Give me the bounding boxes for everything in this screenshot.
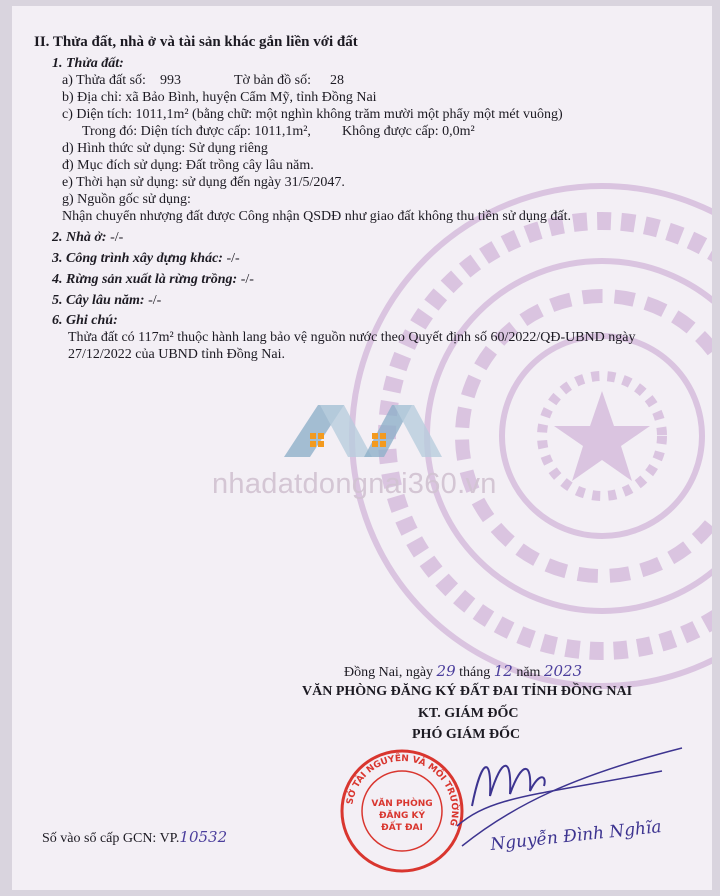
svg-text:ĐĂNG KÝ: ĐĂNG KÝ	[378, 811, 426, 821]
house-value: -/-	[110, 230, 124, 245]
watermark-text: nhadatdongnai360.vn	[212, 468, 497, 500]
date-year: 2023	[543, 662, 583, 680]
use-purpose: đ) Mục đích sử dụng: Đất trồng cây lâu năm.	[62, 158, 314, 173]
certificate-page	[12, 6, 712, 890]
kt-director: KT. GIÁM ĐỐC	[418, 706, 519, 721]
date-year-label: năm	[516, 665, 541, 680]
notes-line-2: 27/12/2022 của UBND tỉnh Đồng Nai.	[68, 347, 285, 362]
svg-text:VĂN PHÒNG: VĂN PHÒNG	[371, 799, 433, 809]
perennial-label: 5. Cây lâu năm:	[52, 293, 145, 308]
notes-line-1: Thửa đất có 117m² thuộc hành lang bảo vệ nguồn nước theo Quyết định số 60/2022/QĐ-UBND ngày	[68, 330, 636, 345]
use-form: d) Hình thức sử dụng: Sử dụng riêng	[62, 141, 268, 156]
use-term: e) Thời hạn sử dụng: sử dụng đến ngày 31/5/2047.	[62, 175, 345, 190]
serial-number: 10532	[179, 828, 228, 846]
signer-name: Nguyễn Đình Nghĩa	[489, 817, 663, 855]
serial-label: Số vào sổ cấp GCN: VP.	[42, 831, 180, 846]
map-sheet-number: 28	[330, 73, 344, 88]
house-label: 2. Nhà ở:	[52, 230, 107, 245]
issue-date	[344, 662, 582, 681]
date-place: Đồng Nai, ngày	[344, 665, 434, 680]
forest-label: 4. Rừng sản xuất là rừng trồng:	[52, 272, 238, 287]
land-area: c) Diện tích: 1011,1m² (bằng chữ: một nghìn không trăm mười một phẩy một mét vuông)	[62, 107, 563, 122]
svg-text:ĐẤT ĐAI: ĐẤT ĐAI	[381, 823, 423, 833]
area-not-granted: Không được cấp: 0,0m²	[342, 124, 475, 139]
land-heading: 1. Thửa đất:	[52, 56, 124, 71]
map-sheet-label: Tờ bản đồ số:	[234, 73, 312, 88]
section-title: II. Thửa đất, nhà ở và tài sản khác gắn liền với đất	[34, 34, 358, 50]
perennial-value: -/-	[148, 293, 162, 308]
red-seal-stamp	[337, 746, 467, 876]
notes-label: 6. Ghi chú:	[52, 313, 118, 328]
svg-text:SỞ TÀI NGUYÊN VÀ MÔI TRƯỜNG: SỞ TÀI NGUYÊN VÀ MÔI TRƯỜNG	[345, 753, 460, 827]
forest-value: -/-	[240, 272, 254, 287]
parcel-number-label: a) Thửa đất số:	[62, 73, 146, 88]
office-name: VĂN PHÒNG ĐĂNG KÝ ĐẤT ĐAI TỈNH ĐỒNG NAI	[302, 684, 633, 699]
origin-label: g) Nguồn gốc sử dụng:	[62, 192, 191, 207]
deputy-director: PHÓ GIÁM ĐỐC	[412, 727, 521, 742]
house-roof-logo	[274, 401, 444, 465]
gcn-serial	[42, 828, 227, 847]
area-granted: Trong đó: Diện tích được cấp: 1011,1m²,	[82, 124, 311, 139]
parcel-number: 993	[160, 73, 181, 88]
construction-value: -/-	[226, 251, 240, 266]
date-month-label: tháng	[459, 665, 491, 680]
date-day: 29	[436, 662, 456, 680]
origin-text: Nhận chuyển nhượng đất được Công nhận QSDĐ như giao đất không thu tiền sử dụng đất.	[62, 209, 572, 224]
land-address: b) Địa chỉ: xã Bảo Bình, huyện Cẩm Mỹ, tỉnh Đồng Nai	[62, 90, 377, 105]
date-month: 12	[493, 662, 513, 680]
construction-label: 3. Công trình xây dựng khác:	[52, 251, 223, 266]
